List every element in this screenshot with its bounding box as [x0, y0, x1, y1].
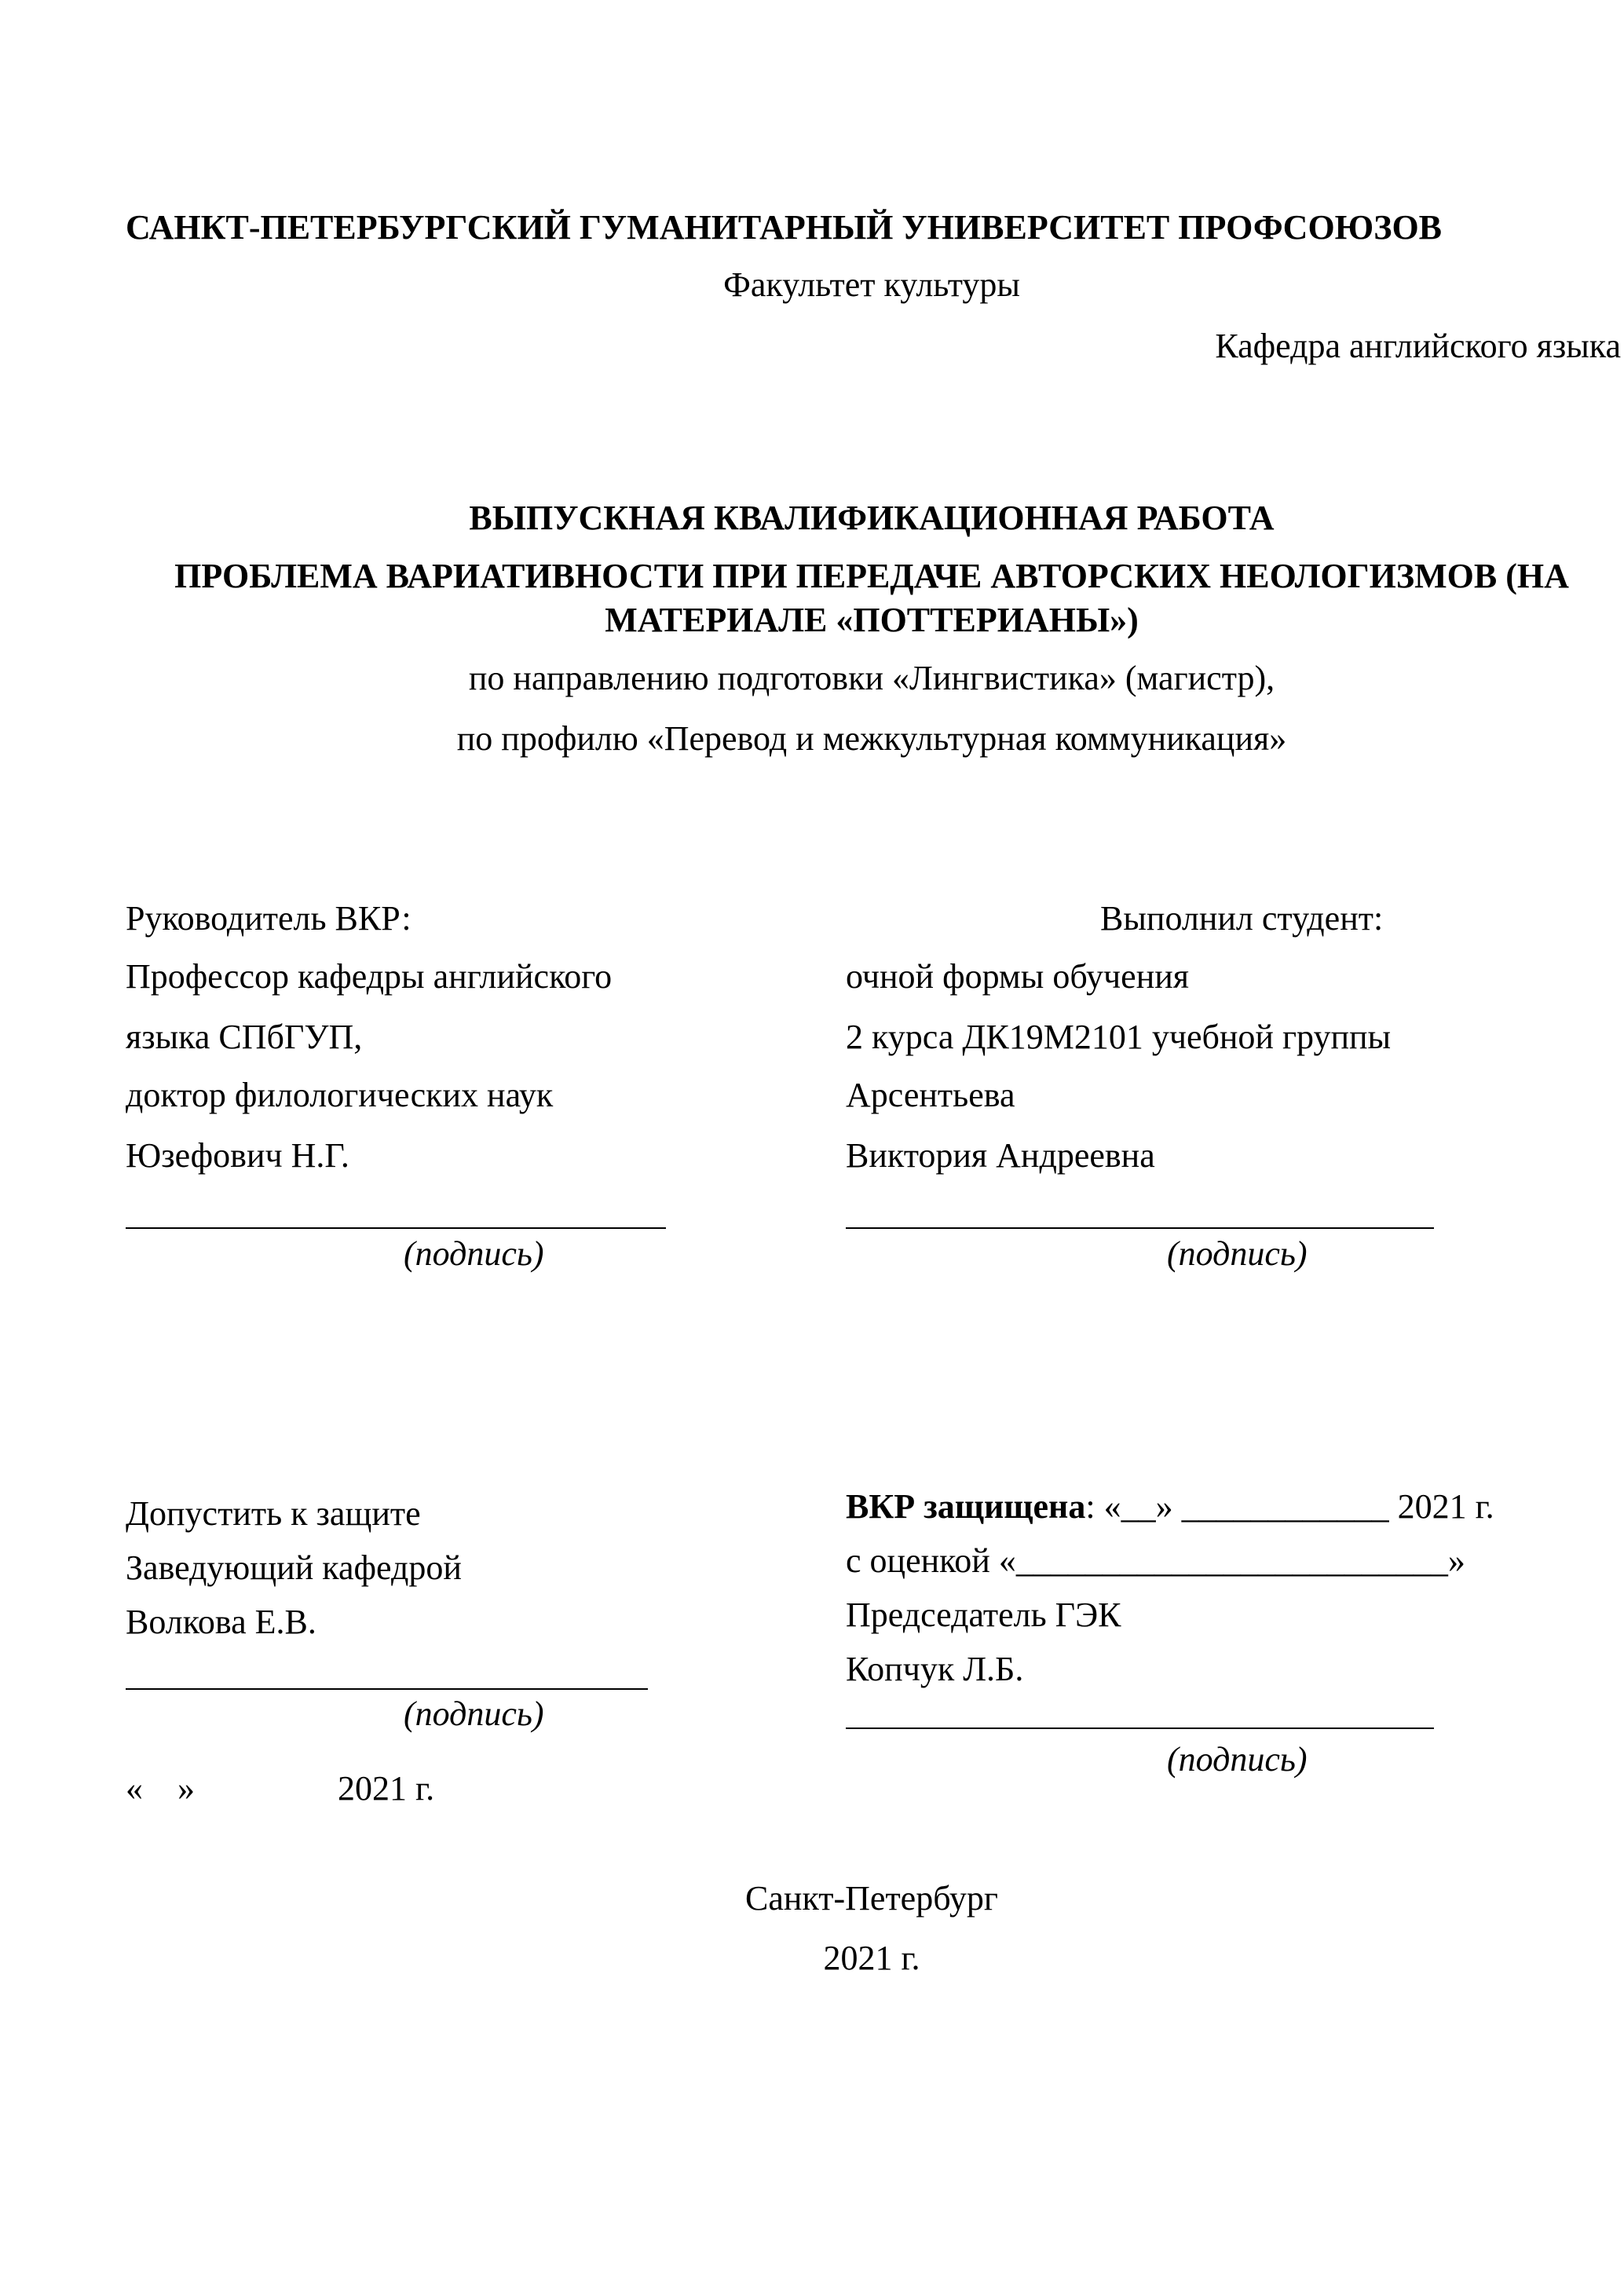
faculty-name: Факультет культуры — [723, 265, 1020, 304]
defense-date-line — [846, 1485, 1494, 1529]
admission-line: Заведующий кафедрой — [126, 1548, 462, 1587]
footer-city: Санкт-Петербург — [745, 1879, 998, 1918]
admission-line: Допустить к защите — [126, 1494, 421, 1533]
signature-caption: (подпись) — [1167, 1234, 1308, 1273]
footer-year: 2021 г. — [823, 1939, 920, 1977]
student-line: Арсентьева — [846, 1076, 1015, 1114]
supervisor-line: Профессор кафедры английского — [126, 957, 613, 996]
supervisor-line: доктор филологических наук — [126, 1076, 554, 1114]
student-line: Виктория Андреевна — [846, 1136, 1155, 1175]
supervisor-line: языка СПбГУП, — [126, 1018, 363, 1056]
supervisor-signature-line — [126, 1227, 666, 1229]
defense-grade: с оценкой «_________________________» — [846, 1541, 1465, 1580]
profile: по профилю «Перевод и межкультурная коммуникация» — [456, 719, 1287, 758]
topic-line-1: ПРОБЛЕМА ВАРИАТИВНОСТИ ПРИ ПЕРЕДАЧЕ АВТОРСКИХ НЕОЛОГИЗМОВ (НА — [174, 557, 1569, 595]
signature-caption: (подпись) — [404, 1234, 544, 1273]
defense-label: ВКР защищена — [846, 1487, 1086, 1526]
signature-caption: (подпись) — [1167, 1740, 1308, 1779]
supervisor-label: Руководитель ВКР: — [126, 899, 411, 938]
supervisor-line: Юзефович Н.Г. — [126, 1136, 349, 1175]
student-line: очной формы обучения — [846, 957, 1190, 996]
student-line: 2 курса ДК19М2101 учебной группы — [846, 1018, 1392, 1056]
signature-caption: (подпись) — [404, 1695, 544, 1733]
admission-line: Волкова Е.В. — [126, 1603, 316, 1641]
topic-line-2: МАТЕРИАЛЕ «ПОТТЕРИАНЫ») — [605, 601, 1139, 639]
defense-date: : «__» ____________ 2021 г. — [1085, 1487, 1494, 1526]
admission-signature-line — [126, 1688, 648, 1690]
defense-line: Председатель ГЭК — [846, 1596, 1121, 1634]
student-label: Выполнил студент: — [1100, 899, 1384, 938]
defense-line: Копчук Л.Б. — [846, 1650, 1024, 1688]
university-name: САНКТ-ПЕТЕРБУРГСКИЙ ГУМАНИТАРНЫЙ УНИВЕРСИТЕТ ПРОФСОЮЗОВ — [126, 208, 1443, 247]
admission-year: 2021 г. — [338, 1769, 435, 1808]
defense-signature-line — [846, 1727, 1434, 1729]
work-type: ВЫПУСКНАЯ КВАЛИФИКАЦИОННАЯ РАБОТА — [469, 499, 1275, 537]
student-signature-line — [846, 1227, 1434, 1229]
direction: по направлению подготовки «Лингвистика» (магистр), — [468, 659, 1275, 697]
admission-date: « » — [126, 1769, 195, 1808]
department-name: Кафедра английского языка — [1215, 327, 1621, 365]
